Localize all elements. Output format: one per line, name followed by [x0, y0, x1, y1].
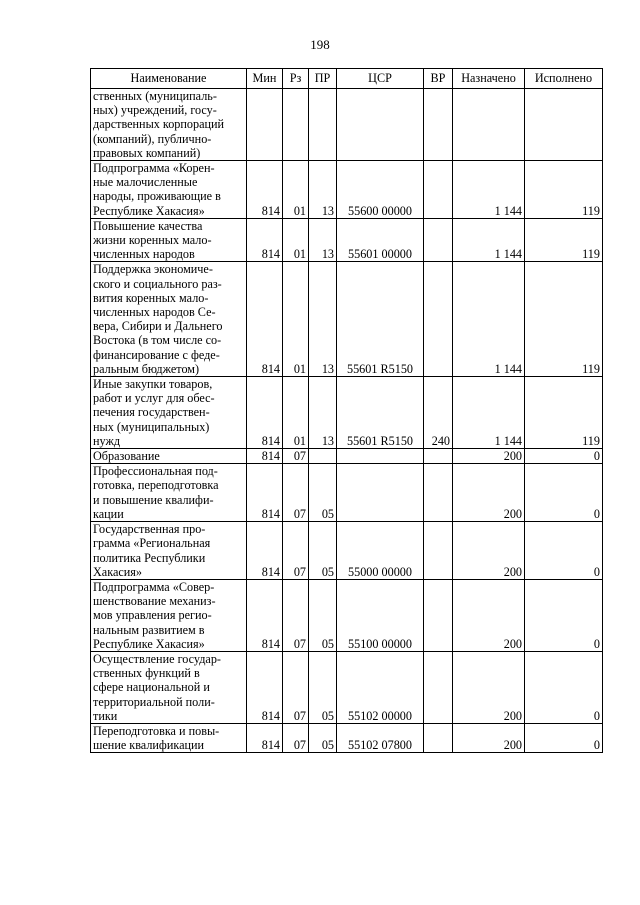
name-line: численных народов Се- [93, 305, 216, 320]
cell-pr: 13 [309, 218, 337, 262]
cell-assigned: 200 [453, 579, 525, 651]
cell-executed: 0 [525, 464, 603, 522]
cell-min: 814 [247, 723, 283, 752]
header-row [91, 69, 603, 89]
cell-executed: 119 [525, 161, 603, 219]
table-row [91, 161, 603, 219]
name-line: Поддержка экономиче- [93, 262, 213, 277]
name-line: политика Республики [93, 550, 206, 565]
cell-csr [337, 89, 424, 161]
cell-csr [337, 449, 424, 464]
cell-name [91, 89, 247, 161]
cell-min: 814 [247, 522, 283, 580]
cell-min: 814 [247, 262, 283, 377]
cell-csr: 55601 00000 [337, 218, 424, 262]
table-row [91, 579, 603, 651]
cell-min: 814 [247, 464, 283, 522]
table-row [91, 651, 603, 723]
cell-name [91, 377, 247, 449]
cell-pr: 05 [309, 723, 337, 752]
cell-executed: 119 [525, 377, 603, 449]
cell-min: 814 [247, 161, 283, 219]
cell-vr [424, 522, 453, 580]
header-rz: Рз [283, 69, 309, 89]
cell-assigned: 200 [453, 723, 525, 752]
name-line: ные малочисленные [93, 175, 198, 190]
cell-pr [309, 89, 337, 161]
header-name: Наименование [91, 69, 247, 89]
name-line: Переподготовка и повы- [93, 723, 220, 738]
cell-executed: 0 [525, 579, 603, 651]
cell-name [91, 464, 247, 522]
name-line: работ и услуг для обес- [93, 391, 215, 406]
cell-executed: 119 [525, 262, 603, 377]
cell-rz: 07 [283, 723, 309, 752]
header-min: Мин [247, 69, 283, 89]
name-line: Республике Хакасия» [93, 203, 205, 218]
name-line: численных народов [93, 247, 195, 262]
budget-table [90, 68, 603, 753]
name-line: народы, проживающие в [93, 189, 221, 204]
cell-name [91, 218, 247, 262]
cell-assigned: 1 144 [453, 161, 525, 219]
name-line: ных) учреждений, госу- [93, 103, 217, 118]
cell-csr: 55102 00000 [337, 651, 424, 723]
name-line: готовка, переподготовка [93, 478, 219, 493]
cell-name [91, 723, 247, 752]
cell-pr: 13 [309, 161, 337, 219]
cell-csr: 55600 00000 [337, 161, 424, 219]
cell-csr: 55601 R5150 [337, 377, 424, 449]
header-assigned: Назначено [453, 69, 525, 89]
cell-rz: 07 [283, 579, 309, 651]
cell-vr [424, 262, 453, 377]
cell-rz: 07 [283, 464, 309, 522]
name-line: печения государствен- [93, 405, 210, 420]
table-row [91, 218, 603, 262]
name-line: ных (муниципальных) [93, 419, 210, 434]
name-line: тики [93, 708, 118, 723]
cell-executed [525, 89, 603, 161]
cell-pr: 05 [309, 651, 337, 723]
table-row [91, 377, 603, 449]
name-line: сфере национальной и [93, 680, 210, 695]
cell-pr: 05 [309, 579, 337, 651]
cell-assigned: 200 [453, 522, 525, 580]
name-line: вера, Сибири и Дальнего [93, 319, 223, 334]
header-pr: ПР [309, 69, 337, 89]
table-row [91, 449, 603, 464]
cell-name [91, 651, 247, 723]
page-number: 198 [310, 37, 330, 52]
name-line: Государственная про- [93, 522, 206, 537]
name-line: Подпрограмма «Корен- [93, 161, 215, 176]
cell-executed: 119 [525, 218, 603, 262]
name-line: Иные закупки товаров, [93, 377, 213, 392]
cell-min: 814 [247, 218, 283, 262]
name-line: Осуществление государ- [93, 651, 221, 666]
cell-assigned: 1 144 [453, 262, 525, 377]
table-row [91, 522, 603, 580]
cell-csr: 55000 00000 [337, 522, 424, 580]
cell-vr [424, 218, 453, 262]
cell-assigned: 200 [453, 651, 525, 723]
cell-vr [424, 449, 453, 464]
name-line: ственных (муниципаль- [93, 89, 217, 103]
cell-assigned: 1 144 [453, 218, 525, 262]
table-row [91, 262, 603, 377]
cell-rz: 01 [283, 262, 309, 377]
name-line: Востока (в том числе со- [93, 333, 222, 348]
table-row [91, 723, 603, 752]
header-executed: Исполнено [525, 69, 603, 89]
cell-pr: 05 [309, 522, 337, 580]
cell-vr [424, 579, 453, 651]
cell-name [91, 161, 247, 219]
name-line: Профессиональная под- [93, 464, 218, 479]
cell-csr: 55102 07800 [337, 723, 424, 752]
cell-min: 814 [247, 579, 283, 651]
cell-rz: 01 [283, 218, 309, 262]
cell-assigned: 200 [453, 449, 525, 464]
cell-vr [424, 161, 453, 219]
cell-pr: 05 [309, 464, 337, 522]
cell-pr: 13 [309, 262, 337, 377]
name-line: кации [93, 506, 124, 521]
name-line: нальным развитием в [93, 622, 205, 637]
name-line: жизни коренных мало- [93, 233, 212, 248]
cell-assigned: 1 144 [453, 377, 525, 449]
cell-vr [424, 651, 453, 723]
name-line: Образование [93, 449, 160, 464]
cell-executed: 0 [525, 651, 603, 723]
name-line: Республике Хакасия» [93, 636, 205, 651]
name-line: мов управления регио- [93, 608, 212, 623]
cell-rz [283, 89, 309, 161]
cell-executed: 0 [525, 723, 603, 752]
name-line: Подпрограмма «Совер- [93, 579, 215, 594]
cell-executed: 0 [525, 522, 603, 580]
name-line: Повышение качества [93, 218, 203, 233]
cell-min: 814 [247, 449, 283, 464]
name-line: финансирование с феде- [93, 347, 220, 362]
name-line: (компаний), публично- [93, 131, 212, 146]
name-line: вития коренных мало- [93, 290, 209, 305]
name-line: нужд [93, 433, 121, 448]
name-line: Хакасия» [93, 564, 142, 579]
cell-assigned: 200 [453, 464, 525, 522]
cell-min [247, 89, 283, 161]
cell-name [91, 449, 247, 464]
name-line: ральным бюджетом) [93, 361, 200, 376]
cell-pr [309, 449, 337, 464]
name-line: шение квалификации [93, 738, 205, 753]
cell-assigned [453, 89, 525, 161]
cell-name [91, 522, 247, 580]
cell-csr: 55100 00000 [337, 579, 424, 651]
cell-rz: 07 [283, 449, 309, 464]
header-vr: ВР [424, 69, 453, 89]
table-body [91, 89, 603, 753]
name-line: шенствование механиз- [93, 594, 216, 609]
name-line: территориальной поли- [93, 694, 215, 709]
cell-csr: 55601 R5150 [337, 262, 424, 377]
cell-rz: 01 [283, 161, 309, 219]
cell-executed: 0 [525, 449, 603, 464]
cell-csr [337, 464, 424, 522]
name-line: правовых компаний) [93, 145, 201, 160]
header-csr: ЦСР [337, 69, 424, 89]
cell-pr: 13 [309, 377, 337, 449]
cell-rz: 07 [283, 522, 309, 580]
name-line: ского и социального раз- [93, 276, 222, 291]
name-line: и повышение квалифи- [93, 492, 214, 507]
cell-vr [424, 723, 453, 752]
cell-vr [424, 464, 453, 522]
cell-vr: 240 [424, 377, 453, 449]
table-row [91, 464, 603, 522]
cell-name [91, 579, 247, 651]
cell-name [91, 262, 247, 377]
name-line: дарственных корпораций [93, 117, 225, 132]
cell-rz: 07 [283, 651, 309, 723]
cell-min: 814 [247, 651, 283, 723]
cell-rz: 01 [283, 377, 309, 449]
table-row [91, 89, 603, 161]
name-line: ственных функций в [93, 666, 200, 681]
name-line: грамма «Региональная [93, 536, 211, 551]
cell-min: 814 [247, 377, 283, 449]
cell-vr [424, 89, 453, 161]
